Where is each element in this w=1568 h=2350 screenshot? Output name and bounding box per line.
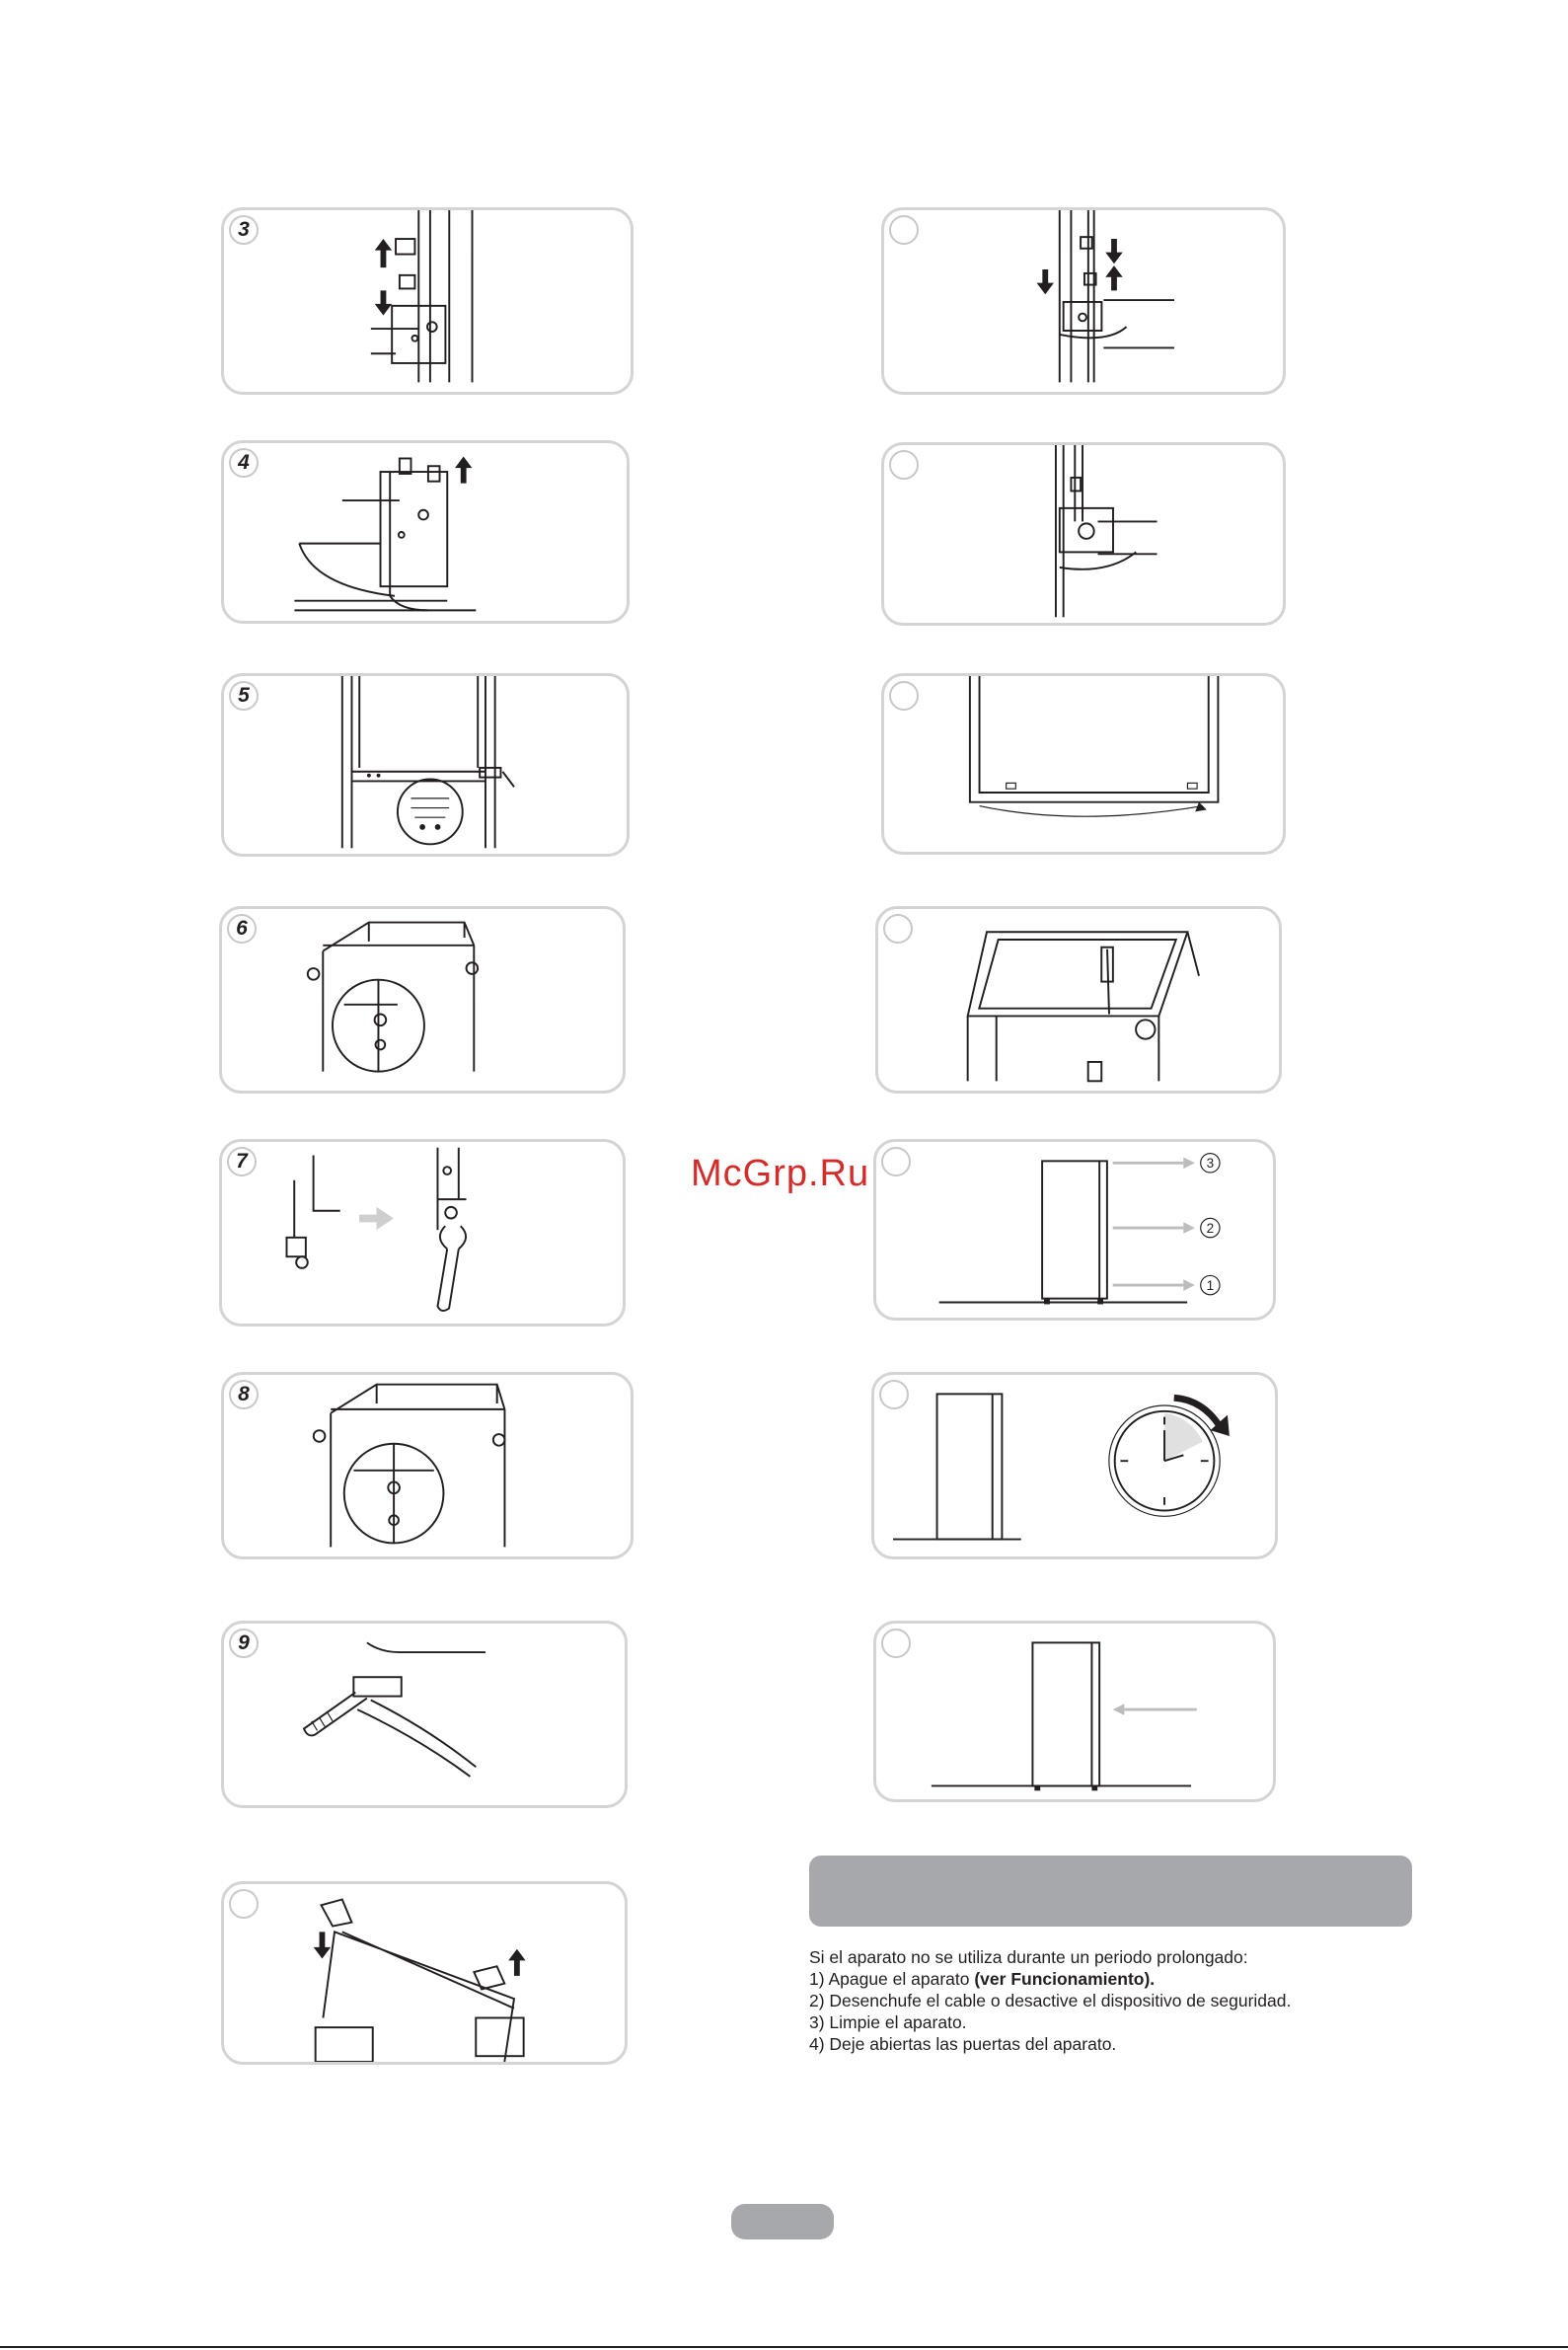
step-number-badge xyxy=(889,450,919,480)
step-number-badge: 5 xyxy=(229,681,259,711)
handle-screwdriver-illustration xyxy=(878,909,1279,1091)
step-number-badge xyxy=(229,1889,259,1919)
level-marker-3: 3 xyxy=(1206,1156,1215,1172)
step-number-badge xyxy=(881,1147,911,1176)
section-header-bar xyxy=(809,1856,1412,1927)
right-panel-3 xyxy=(881,673,1286,855)
right-panel-2 xyxy=(881,442,1286,626)
storage-step-1-reference: (ver Funcionamiento). xyxy=(974,1969,1156,1989)
right-panel-6 xyxy=(871,1372,1278,1559)
step-10-panel xyxy=(221,1881,628,2065)
right-panel-4 xyxy=(875,906,1282,1094)
storage-step-2: 2) Desenchufe el cable o desactive el dispositivo de seguridad. xyxy=(809,1991,1292,2010)
door-hinge-screw-illustration xyxy=(222,909,623,1091)
step-number-badge xyxy=(889,215,919,245)
step-number-badge: 9 xyxy=(229,1629,259,1658)
step-number-badge xyxy=(879,1380,909,1409)
step-number-badge: 6 xyxy=(227,914,257,944)
step-number-badge: 3 xyxy=(229,215,259,245)
step-9-panel xyxy=(221,1621,628,1808)
right-panel-1 xyxy=(881,207,1286,395)
step-number-badge xyxy=(883,914,913,944)
storage-instructions xyxy=(809,1946,1441,2055)
hinge-mounted-illustration xyxy=(884,445,1283,623)
storage-step-1-text: 1) Apague el aparato xyxy=(809,1969,975,1989)
step-number-badge: 7 xyxy=(227,1147,257,1176)
step-number-badge: 8 xyxy=(229,1380,259,1409)
step-6-panel xyxy=(219,906,626,1094)
hinge-pin-tightening-illustration xyxy=(224,1624,625,1805)
level-marker-2: 2 xyxy=(1206,1220,1215,1236)
step-5-panel xyxy=(221,673,630,857)
storage-step-3: 3) Limpie el aparato. xyxy=(809,2012,967,2032)
watermark-text: McGrp.Ru xyxy=(691,1153,870,1194)
hinge-removal-illustration xyxy=(224,210,631,392)
reverse-hinge-illustration xyxy=(884,210,1283,392)
wrench-hinge-pin-illustration xyxy=(222,1142,623,1324)
step-7-panel xyxy=(219,1139,626,1327)
step-3-panel xyxy=(221,207,634,395)
storage-step-1 xyxy=(809,1968,1441,1990)
standby-clock-illustration xyxy=(874,1375,1275,1556)
level-marker-1: 1 xyxy=(1206,1277,1215,1293)
step-4-panel xyxy=(221,440,630,624)
right-panel-7 xyxy=(873,1621,1276,1802)
storage-intro: Si el aparato no se utiliza durante un periodo prolongado: xyxy=(809,1947,1248,1967)
step-number-badge xyxy=(881,1629,911,1658)
door-refit-illustration xyxy=(224,1375,631,1556)
appliance-placement-illustration xyxy=(876,1624,1273,1799)
right-panel-5 xyxy=(873,1139,1276,1321)
page-number-pill xyxy=(731,2204,834,2239)
door-frame-illustration xyxy=(884,676,1283,852)
clearance-levels-illustration xyxy=(876,1142,1273,1318)
cabinet-cover-illustration xyxy=(224,676,627,854)
step-number-badge: 4 xyxy=(229,448,259,478)
storage-step-4: 4) Deje abiertas las puertas del aparato. xyxy=(809,2034,1117,2054)
hinge-bracket-illustration xyxy=(224,443,627,621)
door-cap-replacement-illustration xyxy=(224,1884,625,2062)
step-number-badge xyxy=(889,681,919,711)
bottom-rule xyxy=(0,2346,1568,2348)
step-8-panel xyxy=(221,1372,634,1559)
